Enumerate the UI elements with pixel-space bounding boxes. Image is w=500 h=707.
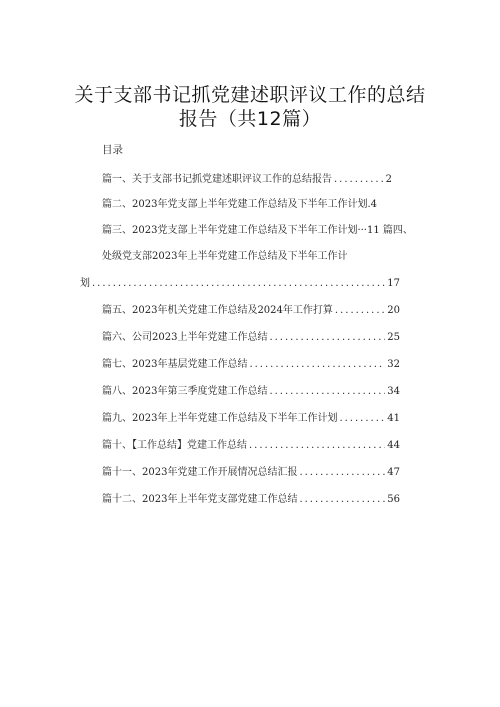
toc-entry-page: 34	[387, 386, 400, 397]
toc-entry[interactable]	[80, 274, 400, 289]
document-title-line-2: 报告（共12篇）	[178, 108, 322, 130]
toc-entry-page: 47	[387, 467, 400, 478]
toc-leader-dots	[249, 440, 385, 451]
toc-entry[interactable]	[102, 328, 400, 343]
toc-leader-dots	[92, 278, 385, 289]
toc-entry-text: 篇一、关于支部书记抓党建述职评议工作的总结报告	[102, 174, 332, 185]
toc-leader-dots	[299, 467, 385, 478]
toc-entry-continuation[interactable]	[102, 247, 347, 262]
toc-entry[interactable]	[102, 195, 377, 210]
toc-entry-text: 篇八、2023年第三季度党建工作总结	[102, 386, 268, 397]
toc-heading: 目录	[102, 144, 123, 156]
toc-entry-text: 篇九、2023年上半年党建工作总结及下半年工作计划	[102, 413, 338, 424]
toc-entry-page: 25	[387, 332, 400, 343]
toc-entry-text: 篇十、【工作总结】党建工作总结	[102, 440, 247, 451]
toc-leader-dots	[299, 494, 385, 505]
toc-entry-text: 篇三、2023党支部上半年党建工作总结及下半年工作计划···11 篇四、	[102, 225, 413, 236]
toc-entry-text: 篇六、公司2023上半年党建工作总结	[102, 332, 268, 343]
toc-leader-dots	[335, 305, 385, 316]
toc-entry[interactable]	[102, 463, 400, 478]
toc-entry-page: 20	[387, 305, 400, 316]
toc-leader-dots	[269, 332, 385, 343]
toc-entry-page: 17	[387, 278, 400, 289]
toc-entry[interactable]	[102, 409, 400, 424]
toc-leader-dots	[249, 359, 385, 370]
toc-leader-dots	[339, 413, 385, 424]
toc-entry-text: 处级党支部2023年上半年党建工作总结及下半年工作计	[102, 251, 348, 262]
toc-entry[interactable]	[102, 301, 400, 316]
toc-leader-dots	[334, 174, 384, 185]
toc-entry-page: 41	[387, 413, 400, 424]
toc-entry[interactable]	[102, 490, 400, 505]
toc-entry-page: 44	[387, 440, 400, 451]
toc-entry-page: 56	[387, 494, 400, 505]
toc-entry[interactable]	[102, 355, 400, 370]
document-title-line-1: 关于支部书记抓党建述职评议工作的总结	[74, 84, 426, 106]
toc-entry[interactable]	[102, 436, 400, 451]
toc-entry-text: 篇二、2023年党支部上半年党建工作总结及下半年工作计划.4	[102, 199, 377, 210]
toc-entry-page: 2	[385, 174, 392, 185]
toc-leader-dots	[269, 386, 385, 397]
toc-entry-text: 划	[80, 278, 90, 289]
toc-entry-text: 篇十一、2023年党建工作开展情况总结汇报	[102, 467, 298, 478]
toc-entry-text: 篇十二、2023年上半年党支部党建工作总结	[102, 494, 298, 505]
toc-entry-page: 32	[387, 359, 400, 370]
toc-entry[interactable]	[102, 170, 392, 185]
toc-entry-text: 篇七、2023年基层党建工作总结	[102, 359, 248, 370]
toc-entry-text: 篇五、2023年机关党建工作总结及2024年工作打算	[102, 305, 333, 316]
toc-entry[interactable]	[102, 221, 413, 236]
toc-entry[interactable]	[102, 382, 400, 397]
